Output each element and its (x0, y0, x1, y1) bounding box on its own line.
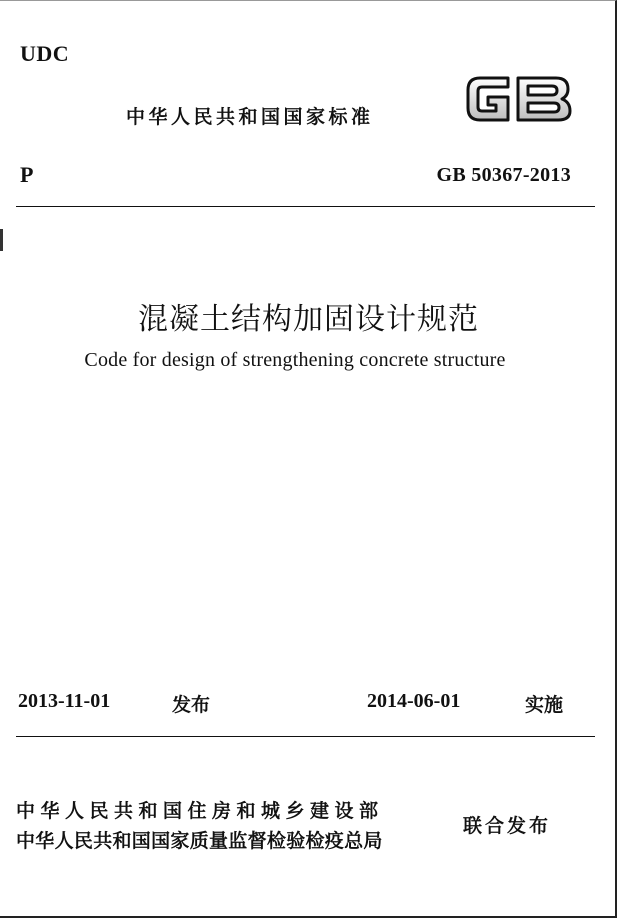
gb-logo (462, 71, 576, 127)
issuer-aqsiq: 中华人民共和国国家质量监督检验检疫总局 (16, 830, 383, 852)
joint-issue-label: 联合发布 (463, 815, 552, 837)
publish-date: 2013-11-01 (18, 690, 111, 712)
gb-logo-text: GB (519, 124, 521, 125)
binding-mark (0, 229, 3, 251)
issuer-ministry: 中华人民共和国住房和城乡建设部 (16, 800, 384, 822)
national-standard-name: 中华人民共和国国家标准 (126, 106, 374, 128)
bottom-divider (16, 736, 595, 737)
effective-date: 2014-06-01 (367, 690, 461, 712)
title-chinese: 混凝土结构加固设计规范 (138, 302, 479, 337)
effective-label: 实施 (525, 694, 564, 716)
udc-label: UDC (20, 41, 70, 66)
title-english: Code for design of strengthening concrete structure (84, 349, 506, 371)
standard-number: GB 50367-2013 (436, 164, 571, 186)
classification-letter: P (20, 162, 34, 187)
publish-label: 发布 (172, 694, 211, 716)
top-divider (16, 206, 595, 207)
